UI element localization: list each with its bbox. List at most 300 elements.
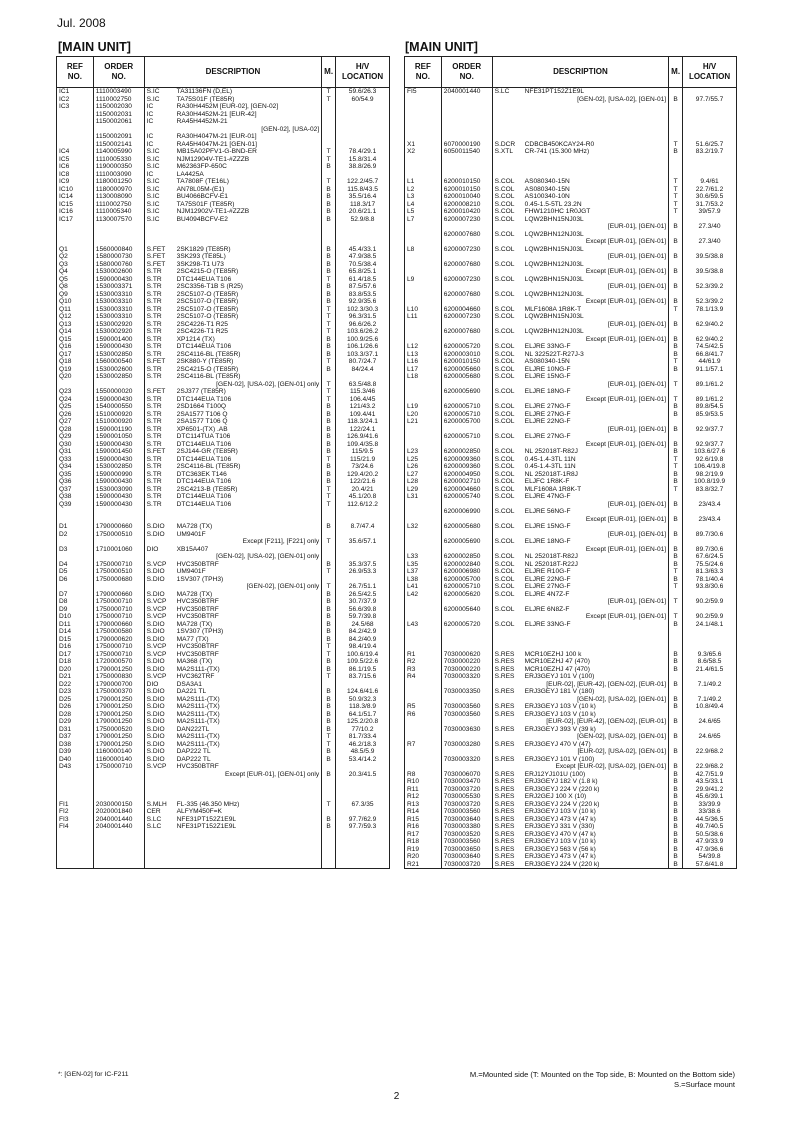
ref-cell: Q31 [57, 448, 94, 456]
ref-cell: R14 [405, 808, 442, 816]
mount-cell [669, 133, 683, 141]
desc-cell [144, 628, 322, 636]
desc-cell [492, 501, 668, 509]
ref-cell: IC3 [57, 103, 94, 111]
order-cell [441, 321, 492, 329]
order-cell: 2030000150 [93, 801, 144, 809]
legend-mounted-side: M.=Mounted side (T: Mounted on the Top side, B: Mounted on the Bottom side) [469, 1070, 735, 1079]
desc-cell [144, 381, 322, 389]
desc-cell [144, 156, 322, 164]
table-row [405, 351, 737, 359]
table-row [57, 246, 390, 254]
part-type: S.COL [494, 560, 515, 568]
part-description: [GEN-02], [USA-02] [261, 125, 320, 133]
desc-cell [492, 231, 668, 239]
ref-cell: IC9 [57, 178, 94, 186]
table-row [405, 756, 737, 764]
mount-cell: B [669, 748, 683, 756]
part-type: S.FET [146, 388, 166, 395]
part-description: DSA3A1 [176, 680, 202, 688]
desc-cell [144, 718, 322, 726]
ref-cell: D31 [57, 726, 94, 734]
ref-cell [405, 636, 442, 644]
ref-cell: D6 [57, 576, 94, 584]
location-cell: 44.5/36.5 [683, 816, 737, 824]
part-description: ERJ12YJ101U (100) [524, 770, 586, 778]
desc-cell [492, 576, 668, 584]
table-row [405, 741, 737, 749]
desc-cell [492, 328, 668, 336]
col-order-label: ORDER NO. [452, 62, 482, 81]
ref-cell [405, 756, 442, 764]
mount-cell: B [322, 253, 336, 261]
part-type: S.COL [494, 245, 515, 253]
mount-cell: B [322, 658, 336, 666]
desc-cell [144, 411, 322, 419]
order-cell: 1750000830 [93, 673, 144, 681]
mount-cell [669, 643, 683, 651]
part-description: 2SC5107-O (TE85R) [176, 290, 239, 298]
part-description: DTC144EUA T106 [176, 395, 232, 403]
mount-cell: B [669, 223, 683, 231]
desc-cell [144, 658, 322, 666]
table-row [57, 88, 390, 96]
part-type: S.MLH [146, 800, 167, 808]
part-description: Except [EUR-01], [GEN-01] [585, 545, 667, 553]
mount-cell [322, 171, 336, 179]
desc-cell [144, 681, 322, 689]
location-cell: 56.6/39.8 [336, 606, 390, 614]
page-number: 2 [393, 1091, 400, 1102]
order-cell: 1590000430 [93, 478, 144, 486]
part-description: [GEN-02], [USA-02], [GEN-01] only [216, 380, 320, 388]
part-description: Except [EUR-02], [USA-02], [GEN-01] [555, 763, 667, 770]
table-row [405, 696, 737, 704]
desc-cell [144, 621, 322, 629]
table-row [57, 711, 390, 719]
ref-cell [405, 733, 442, 741]
ref-cell: L26 [405, 463, 442, 471]
location-cell [336, 546, 390, 554]
part-description: 2SC3356-T1B S (R25) [176, 283, 243, 290]
ref-cell [405, 223, 442, 231]
ref-cell: Q35 [57, 471, 94, 479]
order-cell: 6200005620 [441, 591, 492, 599]
desc-cell [492, 133, 668, 141]
part-description: [EUR-01], [GEN-01] [607, 223, 667, 230]
ref-cell: IC2 [57, 96, 94, 104]
location-cell: 7.1/49.2 [683, 696, 737, 704]
ref-cell: L19 [405, 403, 442, 411]
desc-cell [144, 666, 322, 674]
mount-cell: B [669, 696, 683, 704]
part-description: CDBCB450KCAY24-R0 [524, 140, 595, 148]
ref-cell: D8 [57, 598, 94, 606]
part-type: S.FET [146, 253, 166, 260]
ref-cell: L4 [405, 201, 442, 209]
location-cell: 83.2/19.7 [683, 148, 737, 156]
table-row [57, 583, 390, 591]
desc-cell [144, 801, 322, 809]
col-order-header [93, 57, 144, 88]
location-cell: 100.8/19.9 [683, 478, 737, 486]
location-cell [683, 126, 737, 134]
table-row [57, 681, 390, 689]
table-row [405, 561, 737, 569]
mount-cell: B [322, 411, 336, 419]
location-cell [336, 133, 390, 141]
table-row [405, 831, 737, 839]
desc-cell [144, 531, 322, 539]
mount-cell [669, 606, 683, 614]
desc-cell [492, 478, 668, 486]
mount-cell: T [322, 388, 336, 396]
table-row [405, 711, 737, 719]
table-row [405, 853, 737, 861]
table-row [57, 283, 390, 291]
location-cell: 51.6/25.7 [683, 141, 737, 149]
location-cell: 42.7/51.9 [683, 771, 737, 779]
mount-cell: B [669, 658, 683, 666]
desc-cell [144, 178, 322, 186]
table-row [57, 148, 390, 156]
location-cell: 52.9/8.8 [336, 216, 390, 224]
ref-cell [405, 388, 442, 396]
part-type: S.DIO [146, 628, 165, 635]
part-description: DTC144EUA T106 [176, 500, 232, 508]
order-cell [441, 171, 492, 179]
mount-cell: T [322, 321, 336, 329]
ref-cell: IC16 [57, 208, 94, 216]
location-cell [683, 726, 737, 734]
mount-cell [322, 223, 336, 231]
part-description: FL-335 (46.350 MHz) [176, 800, 240, 808]
order-cell [441, 223, 492, 231]
order-cell: 1590001450 [93, 448, 144, 456]
desc-cell [144, 636, 322, 644]
ref-cell: Q37 [57, 486, 94, 494]
table-row [405, 516, 737, 524]
desc-cell [144, 441, 322, 449]
part-description: ERJ3GEYJ 393 V (39 k) [524, 725, 596, 733]
desc-cell [144, 726, 322, 734]
table-row [405, 126, 737, 134]
location-cell [336, 111, 390, 119]
location-cell: 30.7/37.9 [336, 598, 390, 606]
order-cell: 1530002850 [93, 373, 144, 381]
location-cell: 118.3/17 [336, 201, 390, 209]
part-description: MA2S111-(TX) [176, 718, 220, 725]
mount-cell: B [669, 238, 683, 246]
desc-cell [492, 418, 668, 426]
location-cell [683, 523, 737, 531]
location-cell: 75.5/24.6 [683, 561, 737, 569]
ref-cell: D20 [57, 666, 94, 674]
order-cell: 7030003380 [441, 823, 492, 831]
document-date: Jul. 2008 [57, 16, 106, 30]
table-row [405, 418, 737, 426]
table-row [57, 553, 390, 561]
order-cell: 6200007680 [441, 291, 492, 299]
part-description: MA728 (TX) [176, 620, 213, 628]
ref-cell: L38 [405, 576, 442, 584]
table-row [57, 111, 390, 119]
part-description: Except [EUR-01], [GEN-01] [585, 440, 667, 448]
desc-cell [144, 201, 322, 209]
order-cell: 1150002031 [93, 111, 144, 119]
ref-cell: Q4 [57, 268, 94, 276]
desc-cell [492, 861, 668, 869]
desc-cell [144, 321, 322, 329]
part-description: ERJ3GEYJ 224 V (220 k) [524, 785, 600, 793]
desc-cell [144, 291, 322, 299]
part-description: NL 252018T-R82J [524, 448, 578, 455]
desc-cell [144, 171, 322, 179]
location-cell [336, 103, 390, 111]
location-cell: 52.3/39.2 [683, 298, 737, 306]
table-row [405, 216, 737, 224]
desc-cell [144, 763, 322, 771]
ref-cell: Q1 [57, 246, 94, 254]
order-cell [441, 696, 492, 704]
order-cell: 7030005530 [441, 793, 492, 801]
table-row [405, 261, 737, 269]
mount-cell: B [322, 816, 336, 824]
order-cell: 1790001250 [93, 696, 144, 704]
part-description: ELJRE 6N8Z-F [524, 605, 570, 613]
location-cell: 85.9/53.5 [683, 411, 737, 419]
location-cell: 47.9/36.6 [683, 846, 737, 854]
order-cell: 7030003560 [441, 703, 492, 711]
table-row [405, 523, 737, 531]
part-description: 2SD1664 T100Q [176, 403, 227, 410]
mount-cell: B [669, 441, 683, 449]
mount-cell: B [669, 621, 683, 629]
order-cell: 1790001250 [93, 666, 144, 674]
mount-cell: B [322, 771, 336, 779]
desc-cell [492, 381, 668, 389]
part-type: S.COL [494, 485, 515, 493]
ref-cell: L7 [405, 216, 442, 224]
part-description: ERJ3GEYJ 101 V (100) [524, 755, 595, 763]
table-row [405, 441, 737, 449]
ref-cell: R1 [405, 651, 442, 659]
desc-cell [492, 148, 668, 156]
ref-cell: Q17 [57, 351, 94, 359]
table-row [57, 441, 390, 449]
part-type: S.COL [494, 313, 515, 320]
mount-cell: B [322, 703, 336, 711]
order-cell: 1530003090 [93, 486, 144, 494]
part-type: S.TR [146, 478, 162, 485]
mount-cell: B [669, 403, 683, 411]
table-row [57, 478, 390, 486]
mount-cell: B [669, 816, 683, 824]
location-cell [683, 711, 737, 719]
location-cell: 73/24.6 [336, 463, 390, 471]
desc-cell [492, 283, 668, 291]
table-row [405, 546, 737, 554]
part-description: MA728 (TX) [176, 523, 213, 530]
order-cell [441, 283, 492, 291]
location-cell: 78.4/29.1 [336, 148, 390, 156]
location-cell: 90.2/59.9 [683, 613, 737, 621]
table-row [57, 726, 390, 734]
ref-cell: Q33 [57, 456, 94, 464]
order-cell: 7030003560 [441, 808, 492, 816]
desc-cell [492, 741, 668, 749]
location-cell: 93.8/30.6 [683, 583, 737, 591]
table-row [57, 126, 390, 134]
desc-cell [492, 441, 668, 449]
order-cell: 6200002710 [441, 478, 492, 486]
location-cell [336, 118, 390, 126]
ref-cell: Q2 [57, 253, 94, 261]
table-row [405, 501, 737, 509]
location-cell [336, 126, 390, 134]
table-row [57, 366, 390, 374]
part-type: S.DCR [494, 140, 516, 148]
table-row [57, 96, 390, 104]
desc-cell [144, 283, 322, 291]
desc-cell [144, 501, 322, 509]
location-cell: 89.7/30.6 [683, 531, 737, 539]
location-cell [683, 111, 737, 119]
desc-cell [492, 688, 668, 696]
part-type: S.COL [494, 590, 515, 598]
desc-cell [144, 591, 322, 599]
ref-cell: L21 [405, 418, 442, 426]
part-type: S.RES [494, 778, 515, 785]
part-description: MA77 (TX) [176, 635, 209, 643]
part-description: ERJ3GEYJ 331 V (330) [524, 823, 595, 830]
location-cell: 102.3/30.3 [336, 306, 390, 314]
desc-cell [492, 163, 668, 171]
part-type: S.COL [494, 455, 515, 463]
desc-cell [492, 433, 668, 441]
ref-cell: R7 [405, 741, 442, 749]
ref-cell: L3 [405, 193, 442, 201]
part-description: MB15A02PFV1-G-BND-ER [176, 148, 257, 155]
location-cell [683, 313, 737, 321]
part-type: S.VCP [146, 560, 167, 568]
mount-cell: T [669, 456, 683, 464]
table-row [57, 756, 390, 764]
order-cell: 1550000020 [93, 388, 144, 396]
table-row [57, 306, 390, 314]
mount-cell [322, 516, 336, 524]
table-row [405, 733, 737, 741]
order-cell: 1710001060 [93, 546, 144, 554]
ref-cell: L11 [405, 313, 442, 321]
part-description: DAP222 TL [176, 748, 211, 755]
order-cell [93, 771, 144, 779]
location-cell: 97.7/55.7 [683, 96, 737, 104]
part-type: S.XTL [494, 148, 513, 155]
table-row [57, 133, 390, 141]
col-m-header [322, 57, 336, 88]
ref-cell [405, 291, 442, 299]
table-row [57, 388, 390, 396]
mount-cell: B [669, 861, 683, 869]
part-type: S.DIO [146, 658, 165, 665]
ref-cell [405, 718, 442, 726]
order-cell [93, 838, 144, 846]
order-cell: 1150002091 [93, 133, 144, 141]
table-row [405, 628, 737, 636]
desc-cell [144, 538, 322, 546]
order-cell: 7030003630 [441, 726, 492, 734]
part-type: S.TR [146, 463, 162, 470]
desc-cell [492, 613, 668, 621]
table-row [405, 673, 737, 681]
table-row [57, 276, 390, 284]
desc-cell [492, 636, 668, 644]
ref-cell: L42 [405, 591, 442, 599]
desc-cell [492, 411, 668, 419]
ref-cell: D7 [57, 591, 94, 599]
part-description: [EUR-01], [GEN-01] [607, 320, 667, 328]
table-row [57, 216, 390, 224]
ref-cell: FI3 [57, 816, 94, 824]
table-row [405, 786, 737, 794]
table-row [57, 171, 390, 179]
desc-cell [492, 111, 668, 119]
location-cell: 38.8/26.9 [336, 163, 390, 171]
part-description: ELJRE 27NG-F [524, 410, 571, 418]
table-row [405, 366, 737, 374]
mount-cell: B [322, 448, 336, 456]
order-cell: 6200005690 [441, 388, 492, 396]
mount-cell: B [669, 478, 683, 486]
ref-cell [405, 156, 442, 164]
desc-cell [492, 171, 668, 179]
ref-cell: IC15 [57, 201, 94, 209]
part-description: 2SC4226-T1 R25 [176, 328, 228, 335]
part-type: S.COL [494, 493, 515, 500]
mount-cell: B [322, 591, 336, 599]
order-cell [441, 268, 492, 276]
location-cell: 22.9/68.2 [683, 763, 737, 771]
mount-cell: T [322, 306, 336, 314]
ref-cell: FI5 [405, 88, 442, 96]
table-row [405, 103, 737, 111]
order-cell: 7030003280 [441, 741, 492, 749]
table-row [57, 636, 390, 644]
table-row [57, 568, 390, 576]
col-ref-header [57, 57, 94, 88]
mount-cell: T [669, 613, 683, 621]
mount-cell: B [322, 478, 336, 486]
ref-cell: D1 [57, 523, 94, 531]
location-cell [683, 628, 737, 636]
ref-cell: D14 [57, 628, 94, 636]
location-cell: 92.9/37.7 [683, 441, 737, 449]
part-description: NFE31PT152Z1E9L [176, 815, 237, 823]
location-cell: 7.1/49.2 [683, 681, 737, 689]
order-cell: 1580000730 [93, 253, 144, 261]
table-row [57, 643, 390, 651]
part-type: S.COL [494, 568, 515, 575]
part-type: S.RES [494, 665, 515, 673]
mount-cell: B [322, 208, 336, 216]
part-description: ERJ3GEYJ 470 V (47 k) [524, 830, 596, 838]
location-cell: 100.9/25.6 [336, 336, 390, 344]
table-row [405, 703, 737, 711]
mount-cell [322, 373, 336, 381]
desc-cell [492, 823, 668, 831]
ref-cell: L43 [405, 621, 442, 629]
